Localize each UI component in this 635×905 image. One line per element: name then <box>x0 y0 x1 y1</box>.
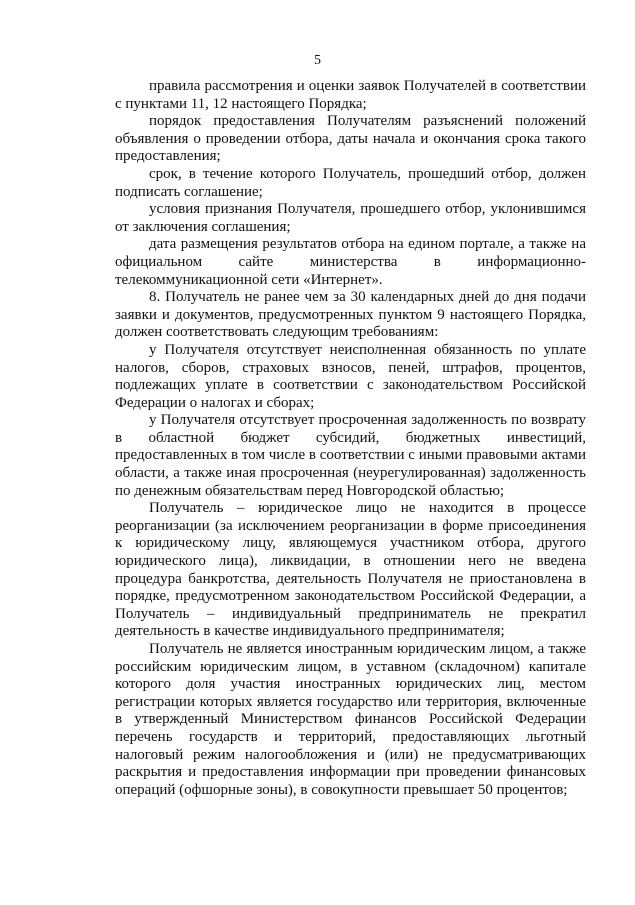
paragraph-no-tax-debt: у Получателя отсутствует неисполненная обязанность по уплате налогов, сборов, страховых взносов, пеней, штрафов, процентов, подлежащих уплате в соответствии с законодательством Российской Федерации о налогах и сборах; <box>115 341 586 411</box>
paragraph-item-8-requirements: 8. Получатель не ранее чем за 30 календарных дней до дня подачи заявки и документов, предусмотренных пунктом 9 настоящего Порядка, должен соответствовать следующим требованиям: <box>115 289 586 341</box>
paragraph-no-budget-debt: у Получателя отсутствует просроченная задолженность по возврату в областной бюджет субсидий, бюджетных инвестиций, предоставленных в том числе в соответствии с иными правовыми актами области, а также иная просроченная (неурегулированная) задолженность по денежным обязательствам перед Новгородской областью; <box>115 412 586 499</box>
document-body <box>115 78 586 799</box>
paragraph-evasion-conditions: условия признания Получателя, прошедшего отбор, уклонившимся от заключения соглашения; <box>115 201 586 235</box>
paragraph-agreement-deadline: срок, в течение которого Получатель, прошедший отбор, должен подписать соглашение; <box>115 165 586 200</box>
paragraph-no-reorganization: Получатель – юридическое лицо не находится в процессе реорганизации (за исключением реорганизации в форме присоединения к юридическому лицу, являющемуся участником отбора, другого юридического лица), ликвидации, в отношении него не введена процедура банкротства, деятельность Получателя не приостановлена в порядке, предусмотренном законодательством Российской Федерации, а Получатель – индивидуальный предприниматель не прекратил деятельность в качестве индивидуального предпринимателя; <box>115 500 586 640</box>
paragraph-clarification-procedure: порядок предоставления Получателям разъяснений положений объявления о проведении отбора, даты начала и окончания срока такого предоставления; <box>115 113 586 165</box>
paragraph-results-publication: дата размещения результатов отбора на едином портале, а также на официальном сайте министерства в информационно-телекоммуникационной сети «Интернет». <box>115 236 586 288</box>
paragraph-review-rules: правила рассмотрения и оценки заявок Получателей в соответствии с пунктами 11, 12 настоящего Порядка; <box>115 78 586 112</box>
paragraph-not-foreign-entity: Получатель не является иностранным юридическим лицом, а также российским юридическим лицом, в уставном (складочном) капитале которого доля участия иностранных юридических лиц, местом регистрации которых является государство или территория, включенные в утвержденный Министерством финансов Российской Федерации перечень государств и территорий, предоставляющих льготный налоговый режим налогообложения и (или) не предусматривающих раскрытия и предоставления информации при проведении финансовых операций (офшорные зоны), в совокупности превышает 50 процентов; <box>115 641 586 798</box>
page-number: 5 <box>314 53 321 68</box>
